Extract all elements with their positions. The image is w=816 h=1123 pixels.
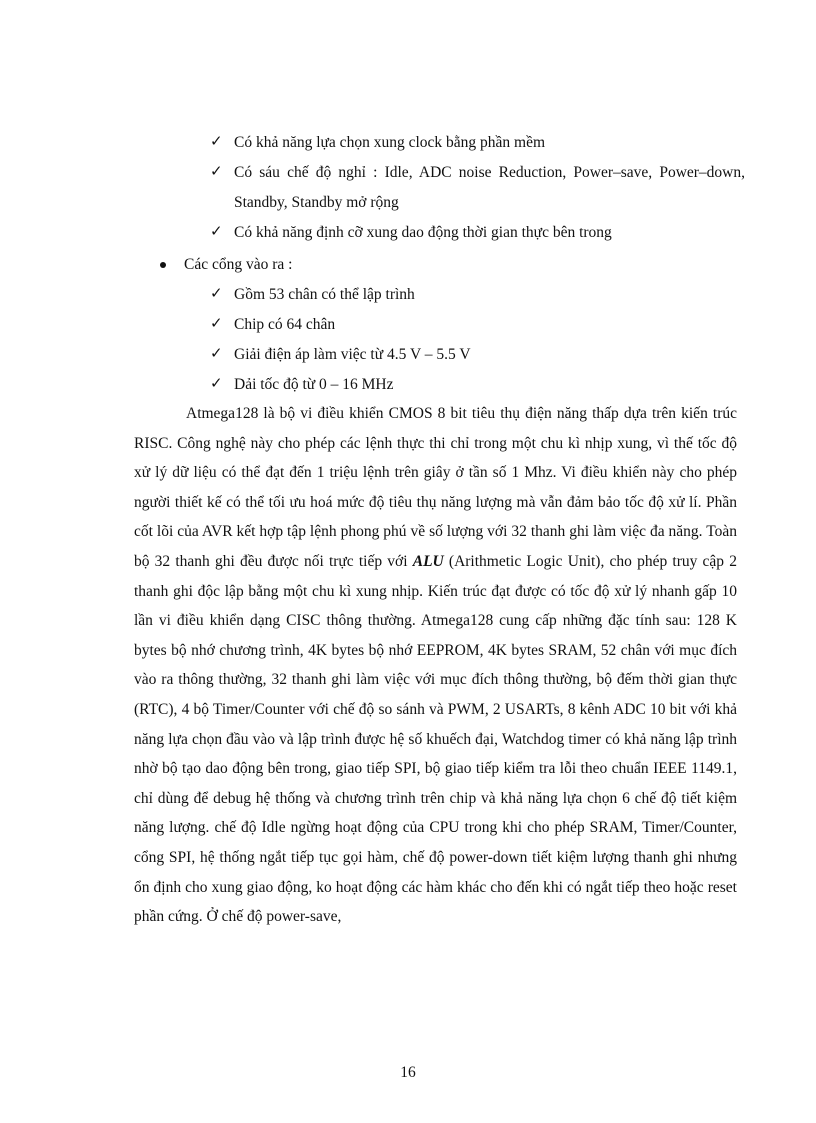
checkmark-icon: ✓: [210, 286, 223, 302]
section-bullet-label: Các cổng vào ra :: [184, 256, 293, 273]
io-item: [210, 340, 745, 370]
io-item: [210, 280, 745, 310]
checkmark-icon: ✓: [210, 316, 223, 332]
feature-item: [210, 218, 745, 248]
checkmark-icon: ✓: [210, 224, 223, 240]
page-number: 16: [400, 1064, 416, 1081]
paragraph-text-end: (Arithmetic Logic Unit), cho phép truy cập 2 thanh ghi độc lập bằng một chu kì xung nhịp. Kiến trúc đạt được có tốc độ xử lý nhanh gấp 10 lần vi điều khiển dạng CISC thông thường. Atmega128 cung cấp những đặc tính sau: 128 K bytes bộ nhớ chương trình, 4K bytes bộ nhớ EEPROM, 4K bytes SRAM, 52 chân với mục đích vào ra thông thường, 32 thanh ghi làm việc với mục đích thông thường, bộ đếm thời gian thực (RTC), 4 bộ Timer/Counter với chế độ so sánh và PWM, 2 USARTs, 8 kênh ADC 10 bit với khả năng lựa chọn đầu vào và lập trình được hệ số khuếch đại, Watchdog timer có khả năng lập trình nhờ bộ tạo dao động bên trong, giao tiếp SPI, bộ giao tiếp kiểm tra lỗi theo chuẩn IEEE 1149.1, chỉ dùng để debug hệ thống và chương trình trên chip và khả năng lựa chọn 6 chế độ tiết kiệm năng lượng. chế độ Idle ngừng hoạt động của CPU trong khi cho phép SRAM, Timer/Counter, cổng SPI, hệ thống ngắt tiếp tục gọi hàm, chế độ power-down tiết kiệm lượng thanh ghi nhưng ổn định cho xung giao động, ko hoạt động các hàm khác cho đến khi có ngắt tiếp theo hoặc reset phần cứng. Ở chế độ power-save,: [134, 552, 737, 926]
io-item-text: Gồm 53 chân có thể lập trình: [234, 286, 415, 303]
feature-item-text: Có khả năng định cỡ xung dao động thời gian thực bên trong: [234, 224, 612, 241]
bullet-dot-icon: [160, 262, 166, 268]
io-item-text: Giải điện áp làm việc từ 4.5 V – 5.5 V: [234, 346, 471, 363]
feature-item-text: Có khả năng lựa chọn xung clock bằng phần mềm: [234, 134, 546, 151]
checkmark-icon: ✓: [210, 134, 223, 150]
feature-item: [210, 128, 745, 158]
alu-term: ALU: [412, 552, 444, 570]
feature-item-text: Có sáu chế độ nghỉ : Idle, ADC noise Reduction, Power–save, Power–down, Standby, Standby mở rộng: [234, 164, 745, 211]
feature-item: [210, 158, 745, 217]
checkmark-icon: ✓: [210, 164, 223, 180]
io-item-text: Dải tốc độ từ 0 – 16 MHz: [234, 376, 394, 393]
section-bullet: [160, 250, 660, 280]
io-item: [210, 310, 745, 340]
checkmark-icon: ✓: [210, 346, 223, 362]
io-item: [210, 370, 745, 400]
paragraph-text-start: Atmega128 là bộ vi điều khiển CMOS 8 bit tiêu thụ điện năng thấp dựa trên kiến trúc RISC. Công nghệ này cho phép các lệnh thực thi chỉ trong một chu kì nhịp xung, vì thế tốc độ xử lý dữ liệu có thể đạt đến 1 triệu lệnh trên giây ở tần số 1 Mhz. Vi điều khiển này cho phép người thiết kế có thể tối ưu hoá mức độ tiêu thụ năng lượng mà vẫn đảm bảo tốc độ xử lí. Phần cốt lõi của AVR kết hợp tập lệnh phong phú về số lượng với 32 thanh ghi làm việc đa năng. Toàn bộ 32 thanh ghi đều được nối trực tiếp với: [134, 405, 737, 570]
checkmark-icon: ✓: [210, 376, 223, 392]
body-paragraph: [134, 399, 737, 932]
io-item-text: Chip có 64 chân: [234, 316, 336, 333]
